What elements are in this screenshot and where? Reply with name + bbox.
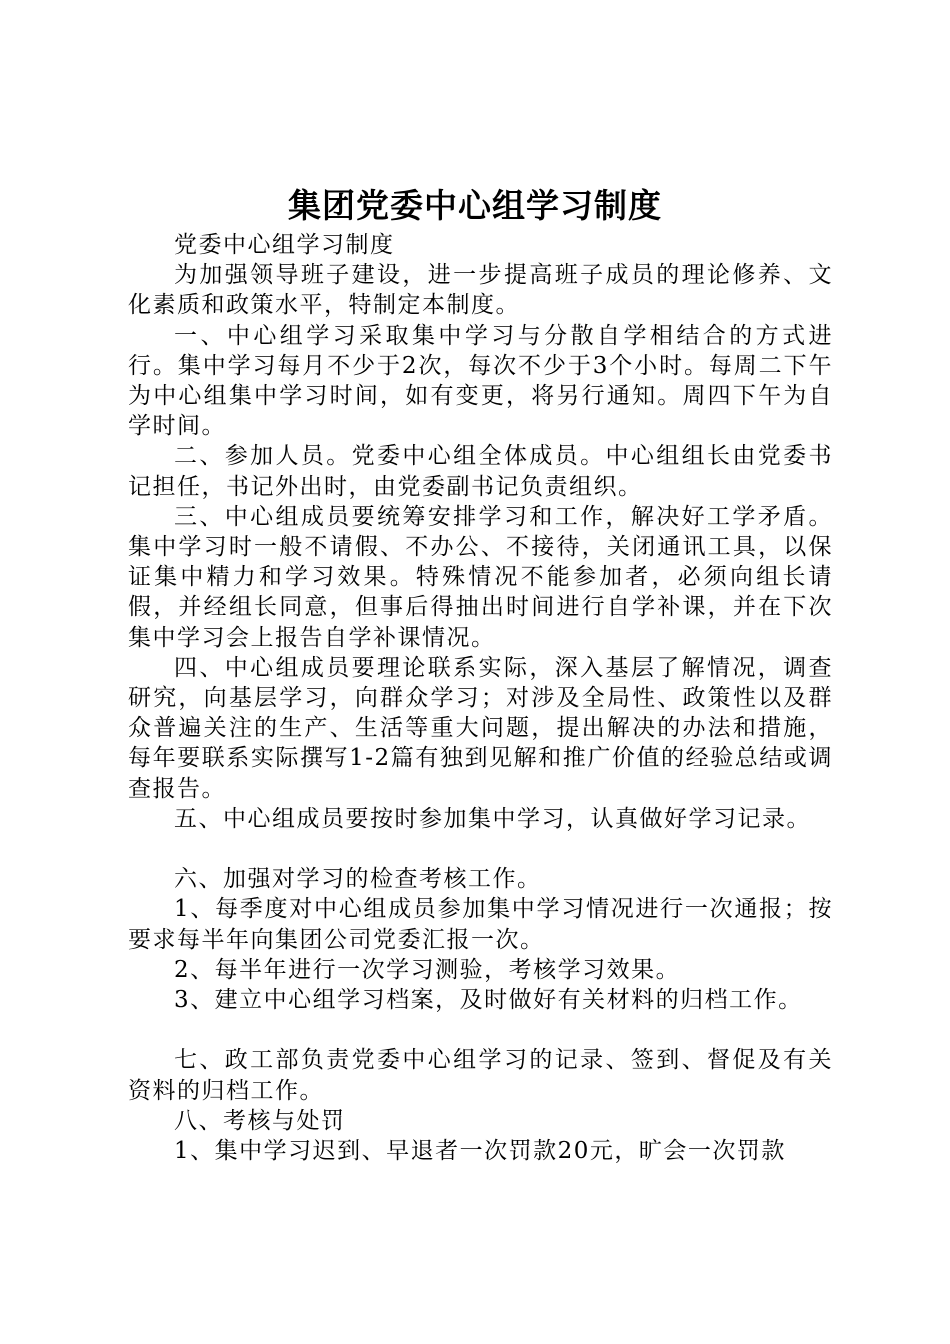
paragraph-article-6-item-1: 1、每季度对中心组成员参加集中学习情况进行一次通报；按要求每半年向集团公司党委汇报一次。 xyxy=(128,896,833,953)
paragraph-subtitle: 党委中心组学习制度 xyxy=(174,232,395,258)
paragraph-article-7: 七、政工部负责党委中心组学习的记录、签到、督促及有关资料的归档工作。 xyxy=(128,1047,833,1104)
paragraph-article-5: 五、中心组成员要按时参加集中学习，认真做好学习记录。 xyxy=(174,805,811,832)
paragraph-article-6: 六、加强对学习的检查考核工作。 xyxy=(174,866,542,893)
paragraph-article-4: 四、中心组成员要理论联系实际，深入基层了解情况，调查研究，向基层学习，向群众学习；对涉及全局性、政策性以及群众普遍关注的生产、生活等重大问题，提出解决的办法和措施，每年要联系实际撰写1-2篇有独到见解和推广价值的经验总结或调查报告。 xyxy=(128,654,833,802)
blank-line xyxy=(128,1015,833,1045)
paragraph-article-6-item-3: 3、建立中心组学习档案，及时做好有关材料的归档工作。 xyxy=(174,987,803,1014)
paragraph-article-8: 八、考核与处罚 xyxy=(174,1107,346,1134)
document-body xyxy=(128,230,833,1166)
blank-line xyxy=(128,834,833,864)
paragraph-article-8-item-1: 1、集中学习迟到、早退者一次罚款20元，旷会一次罚款 xyxy=(174,1138,786,1165)
paragraph-article-1: 一、中心组学习采取集中学习与分散自学相结合的方式进行。集中学习每月不少于2次，每次不少于3个小时。每周二下午为中心组集中学习时间，如有变更，将另行通知。周四下午为自学时间。 xyxy=(128,322,833,440)
paragraph-article-6-item-2: 2、每半年进行一次学习测验，考核学习效果。 xyxy=(174,956,681,983)
document-title: 集团党委中心组学习制度 xyxy=(288,186,662,225)
paragraph-intro: 为加强领导班子建设，进一步提高班子成员的理论修养、文化素质和政策水平，特制定本制度。 xyxy=(128,262,833,319)
paragraph-article-3: 三、中心组成员要统筹安排学习和工作，解决好工学矛盾。集中学习时一般不请假、不办公、不接待，关闭通讯工具，以保证集中精力和学习效果。特殊情况不能参加者，必须向组长请假，并经组长同意，但事后得抽出时间进行自学补课，并在下次集中学习会上报告自学补课情况。 xyxy=(128,503,833,651)
paragraph-article-2: 二、参加人员。党委中心组全体成员。中心组组长由党委书记担任，书记外出时，由党委副书记负责组织。 xyxy=(128,443,833,500)
